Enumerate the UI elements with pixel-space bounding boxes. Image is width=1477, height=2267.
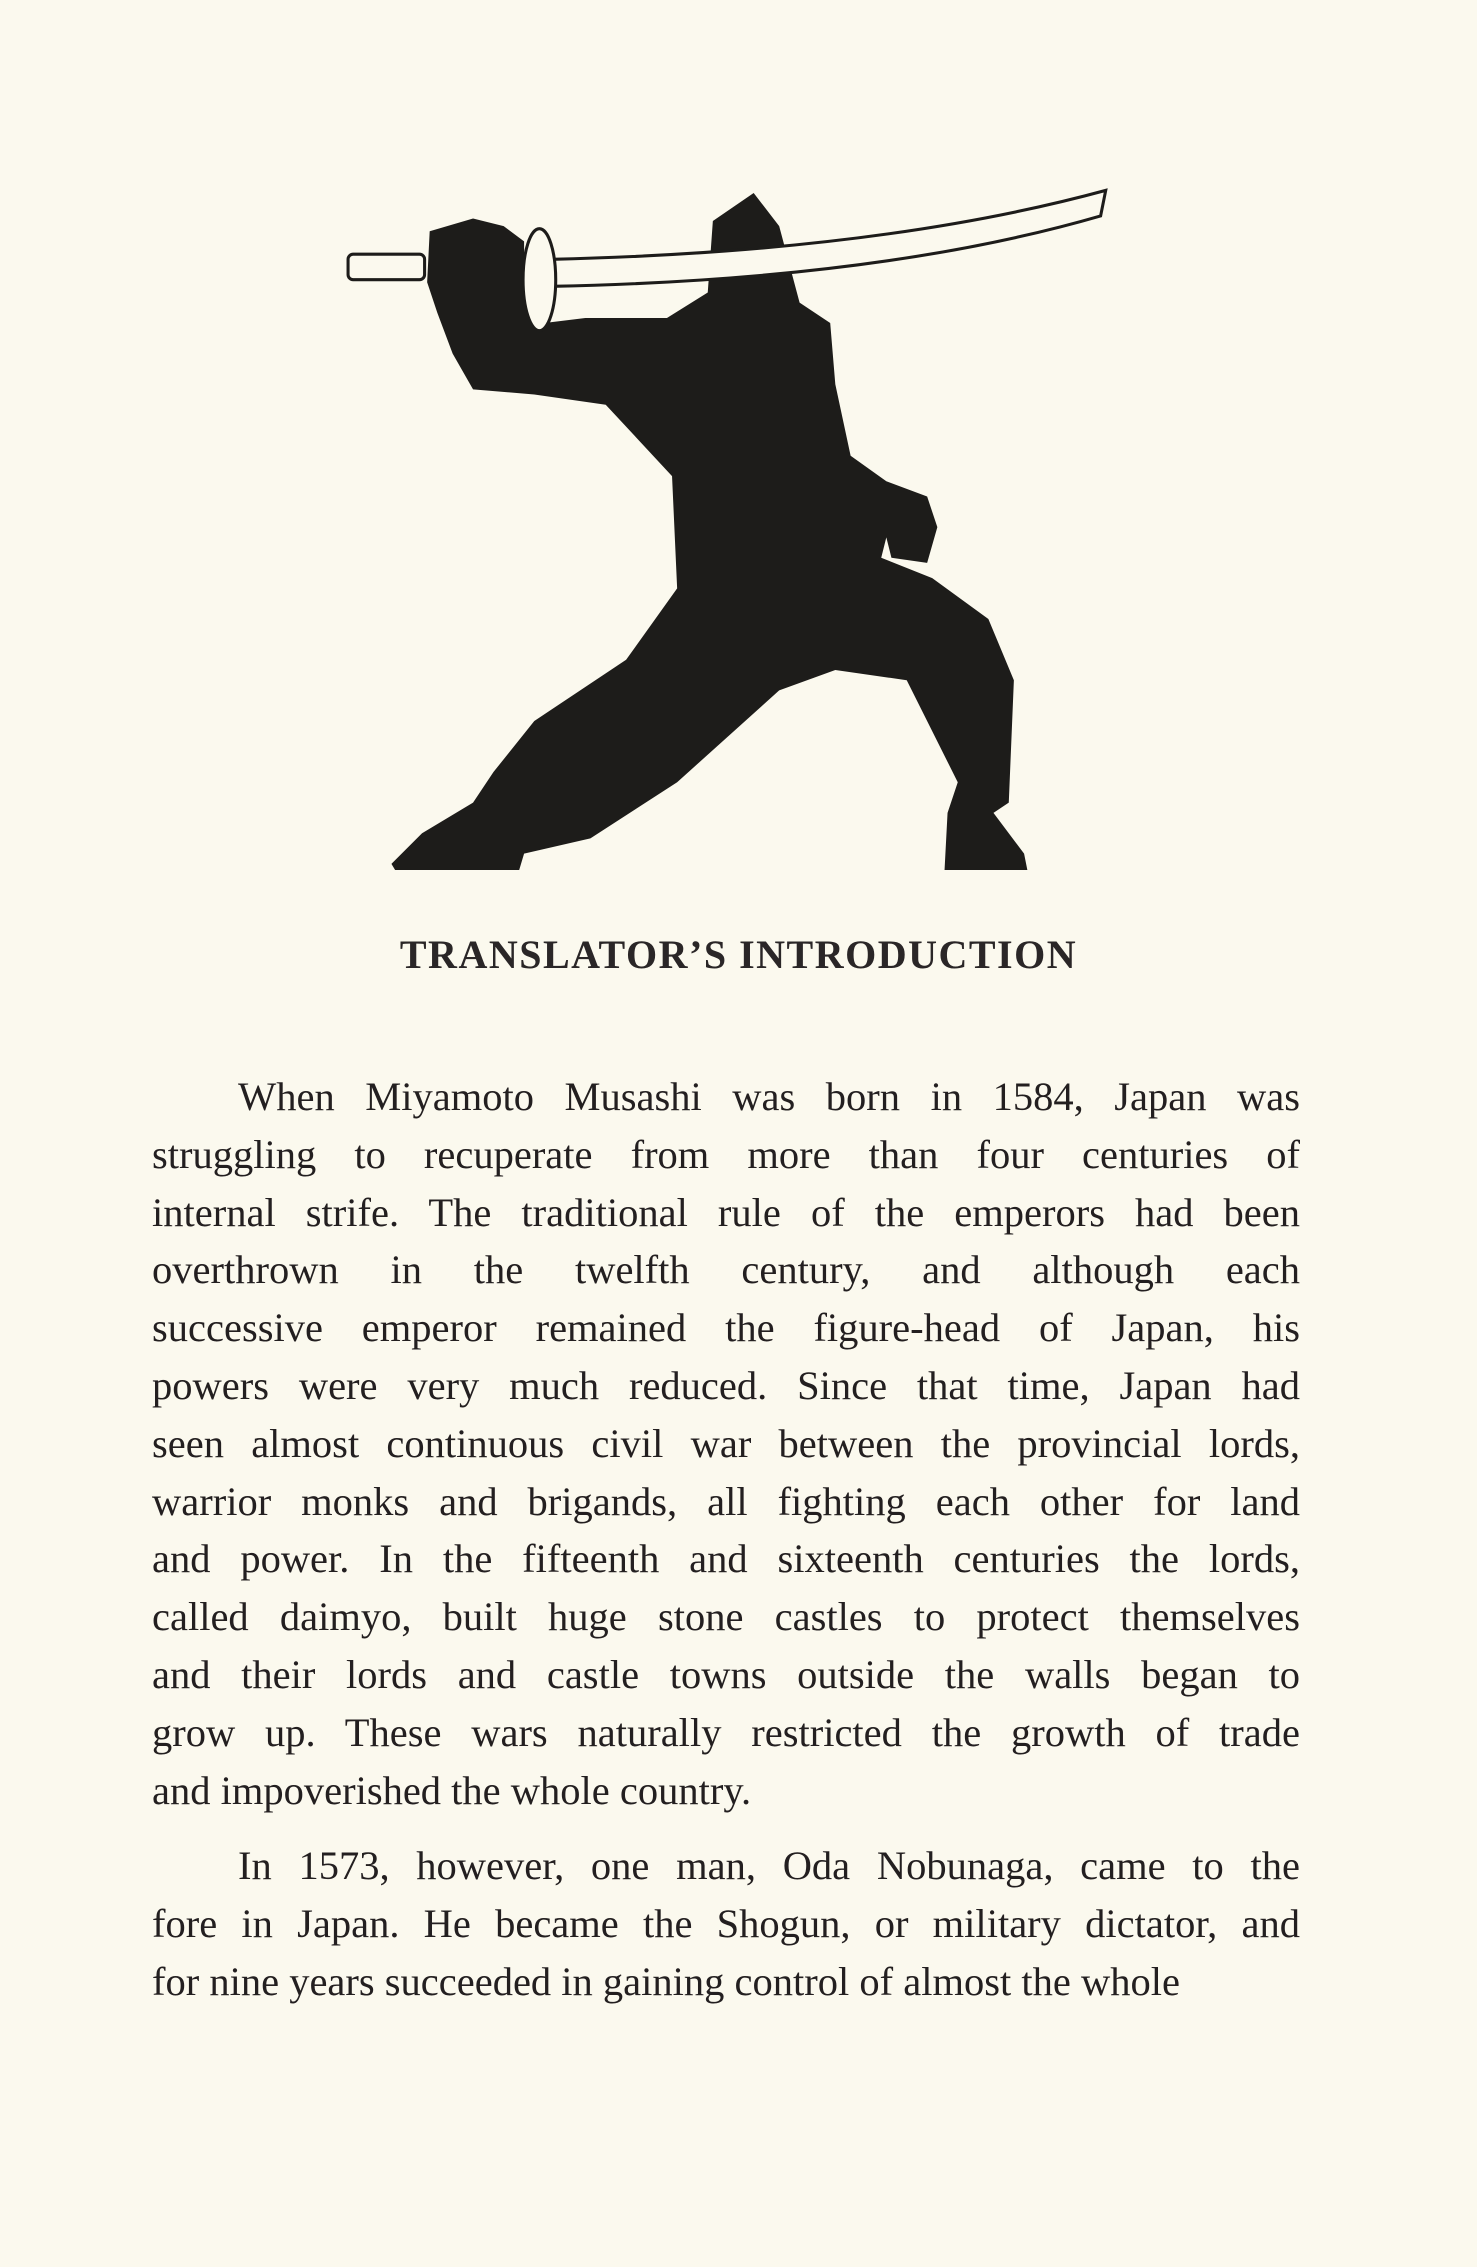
sword-handle: [348, 254, 425, 280]
text-line: seen almost continuous civil war between the provincial lords,: [152, 1420, 1300, 1466]
text-line: warrior monks and brigands, all fighting each other for land: [152, 1478, 1300, 1524]
text-line: grow up. These wars naturally restricted the growth of trade: [152, 1709, 1300, 1755]
text-line: and their lords and castle towns outside the walls began to: [152, 1651, 1300, 1697]
text-line: successive emperor remained the figure-head of Japan, his: [152, 1305, 1300, 1351]
text-line: overthrown in the twelfth century, and although each: [152, 1247, 1300, 1293]
paragraph: [152, 1837, 1300, 2010]
text-line: called daimyo, built huge stone castles to protect themselves: [152, 1594, 1300, 1640]
text-line: and power. In the fifteenth and sixteenth centuries the lords,: [152, 1536, 1300, 1582]
text-line: powers were very much reduced. Since that time, Japan had: [152, 1362, 1300, 1408]
sword-blade: [552, 190, 1106, 286]
body-text: [152, 1068, 1300, 2011]
chapter-title: TRANSLATOR’S INTRODUCTION: [399, 932, 1078, 977]
text-line: internal strife. The traditional rule of the emperors had been: [152, 1189, 1300, 1235]
text-line: fore in Japan. He became the Shogun, or military dictator, and: [152, 1901, 1300, 1947]
text-line: for nine years succeeded in gaining control of almost the whole: [152, 1958, 1180, 2004]
text-line: When Miyamoto Musashi was born in 1584, Japan was: [238, 1074, 1300, 1119]
paragraph: [152, 1068, 1300, 1819]
text-line: and impoverished the whole country.: [152, 1767, 752, 1813]
warrior-silhouette: [391, 193, 1034, 870]
sword-guard: [523, 229, 556, 331]
text-line: In 1573, however, one man, Oda Nobunaga, came to the: [238, 1843, 1300, 1889]
samurai-silhouette-icon: [320, 170, 1120, 870]
text-line: struggling to recuperate from more than four centuries of: [152, 1131, 1300, 1177]
